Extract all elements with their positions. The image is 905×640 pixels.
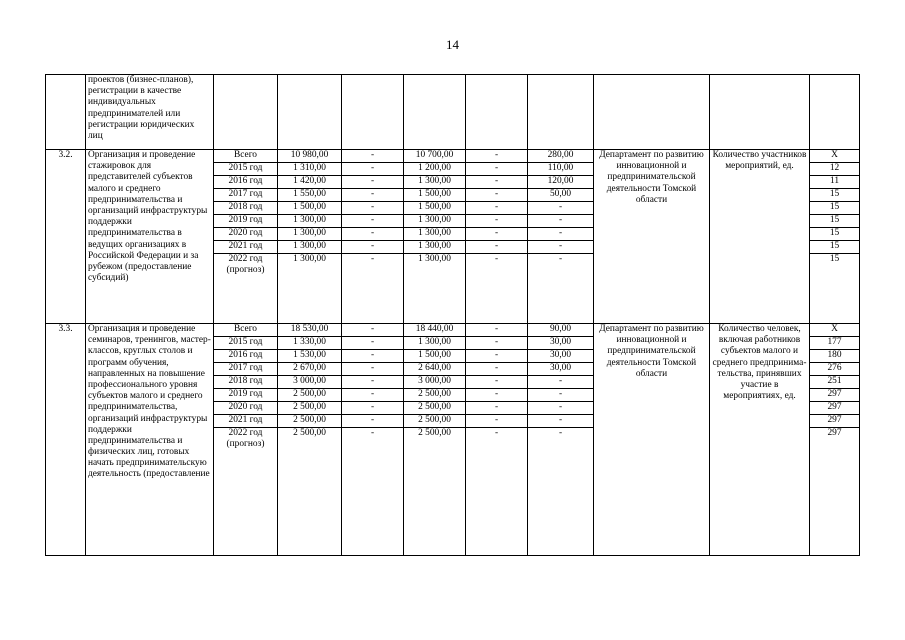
regional-cell: 1 300,00 [404, 254, 466, 324]
extrabudget-cell: 30,00 [528, 350, 594, 363]
year-cell: 2020 год [214, 402, 278, 415]
municipal-cell: - [466, 350, 528, 363]
regional-cell: 1 300,00 [404, 337, 466, 350]
executor: Департамент по развитию инновационной и предпринимательской деятельности Томской области [594, 324, 710, 556]
municipal-cell: - [466, 376, 528, 389]
cell-num [46, 75, 86, 150]
year-cell: 2021 год [214, 415, 278, 428]
total-cell: 1 310,00 [278, 163, 342, 176]
year-cell: 2017 год [214, 189, 278, 202]
indicator-value: X [810, 150, 860, 163]
year-cell: 2019 год [214, 215, 278, 228]
municipal-cell: - [466, 389, 528, 402]
regional-cell: 1 500,00 [404, 202, 466, 215]
extrabudget-cell: - [528, 241, 594, 254]
year-cell: 2022 год (прогноз) [214, 428, 278, 556]
indicator-value: 15 [810, 241, 860, 254]
extrabudget-cell: - [528, 428, 594, 556]
extrabudget-cell: 30,00 [528, 363, 594, 376]
federal-cell: - [342, 254, 404, 324]
executor: Департамент по развитию инновационной и предпринимательской деятельности Томской области [594, 150, 710, 324]
municipal-cell: - [466, 428, 528, 556]
year-cell: 2018 год [214, 202, 278, 215]
municipal-cell: - [466, 254, 528, 324]
year-cell: Всего [214, 324, 278, 337]
federal-cell: - [342, 241, 404, 254]
table-row-continuation [46, 75, 860, 150]
total-cell: 1 500,00 [278, 202, 342, 215]
federal-cell: - [342, 189, 404, 202]
extrabudget-cell: 50,00 [528, 189, 594, 202]
indicator-value: 15 [810, 215, 860, 228]
extrabudget-cell: 30,00 [528, 337, 594, 350]
federal-cell: - [342, 163, 404, 176]
extrabudget-cell: - [528, 228, 594, 241]
indicator-value: 15 [810, 189, 860, 202]
federal-cell: - [342, 176, 404, 189]
year-cell: 2015 год [214, 337, 278, 350]
municipal-cell: - [466, 215, 528, 228]
indicator-value: 177 [810, 337, 860, 350]
federal-cell: - [342, 376, 404, 389]
extrabudget-cell: - [528, 215, 594, 228]
extrabudget-cell: - [528, 376, 594, 389]
municipal-cell: - [466, 337, 528, 350]
regional-cell: 18 440,00 [404, 324, 466, 337]
total-cell: 1 300,00 [278, 215, 342, 228]
extrabudget-cell: - [528, 415, 594, 428]
table-row [46, 150, 860, 163]
total-cell: 18 530,00 [278, 324, 342, 337]
extrabudget-cell: 120,00 [528, 176, 594, 189]
total-cell: 3 000,00 [278, 376, 342, 389]
federal-cell: - [342, 389, 404, 402]
year-cell: 2019 год [214, 389, 278, 402]
municipal-cell: - [466, 402, 528, 415]
federal-cell: - [342, 402, 404, 415]
indicator-value: 12 [810, 163, 860, 176]
indicator-name: Количество участников мероприятий, ед. [710, 150, 810, 324]
year-cell: 2022 год (прогноз) [214, 254, 278, 324]
municipal-cell: - [466, 363, 528, 376]
year-cell: 2018 год [214, 376, 278, 389]
regional-cell: 1 200,00 [404, 163, 466, 176]
extrabudget-cell: 280,00 [528, 150, 594, 163]
federal-cell: - [342, 337, 404, 350]
year-cell: 2016 год [214, 350, 278, 363]
municipal-cell: - [466, 241, 528, 254]
total-cell: 2 500,00 [278, 428, 342, 556]
indicator-value: 15 [810, 254, 860, 324]
municipal-cell: - [466, 176, 528, 189]
indicator-value: 297 [810, 428, 860, 556]
federal-cell: - [342, 363, 404, 376]
year-cell: 2016 год [214, 176, 278, 189]
row-number: 3.3. [46, 324, 86, 556]
regional-cell: 1 300,00 [404, 241, 466, 254]
federal-cell: - [342, 350, 404, 363]
indicator-value: 180 [810, 350, 860, 363]
regional-cell: 10 700,00 [404, 150, 466, 163]
regional-cell: 2 640,00 [404, 363, 466, 376]
total-cell: 1 300,00 [278, 228, 342, 241]
year-cell: 2015 год [214, 163, 278, 176]
regional-cell: 1 500,00 [404, 189, 466, 202]
total-cell: 2 670,00 [278, 363, 342, 376]
regional-cell: 3 000,00 [404, 376, 466, 389]
regional-cell: 1 300,00 [404, 228, 466, 241]
extrabudget-cell: - [528, 202, 594, 215]
table-row [46, 324, 860, 337]
indicator-value: 297 [810, 389, 860, 402]
activity-name: Организация и проведение стажировок для представителей субъектов малого и среднего предпринимательства и организаций инфраструктуры поддержки предпринимательства в ведущих организациях в Российской Федерации и за рубежом (предоставление субсидий) [86, 150, 214, 324]
municipal-cell: - [466, 324, 528, 337]
year-cell: 2017 год [214, 363, 278, 376]
regional-cell: 2 500,00 [404, 402, 466, 415]
regional-cell: 2 500,00 [404, 389, 466, 402]
row-number: 3.2. [46, 150, 86, 324]
indicator-value: 15 [810, 228, 860, 241]
regional-cell: 2 500,00 [404, 415, 466, 428]
federal-cell: - [342, 415, 404, 428]
total-cell: 2 500,00 [278, 402, 342, 415]
municipal-cell: - [466, 150, 528, 163]
continuation-name: проектов (бизнес-планов), регистрации в качестве индивидуальных предпринимателей или регистрации юридических лиц [86, 75, 214, 150]
year-cell: 2020 год [214, 228, 278, 241]
federal-cell: - [342, 150, 404, 163]
municipal-cell: - [466, 415, 528, 428]
extrabudget-cell: - [528, 389, 594, 402]
indicator-value: X [810, 324, 860, 337]
page-number: 14 [446, 37, 459, 52]
indicator-value: 297 [810, 402, 860, 415]
total-cell: 10 980,00 [278, 150, 342, 163]
indicator-name: Количество человек, включая работников субъектов малого и среднего предпринима-тельства, принявших участие в мероприятиях, ед. [710, 324, 810, 556]
total-cell: 1 530,00 [278, 350, 342, 363]
federal-cell: - [342, 428, 404, 556]
total-cell: 1 300,00 [278, 254, 342, 324]
year-cell: 2021 год [214, 241, 278, 254]
municipal-cell: - [466, 202, 528, 215]
program-table [45, 74, 860, 556]
regional-cell: 1 500,00 [404, 350, 466, 363]
federal-cell: - [342, 324, 404, 337]
indicator-value: 15 [810, 202, 860, 215]
federal-cell: - [342, 202, 404, 215]
total-cell: 2 500,00 [278, 415, 342, 428]
total-cell: 2 500,00 [278, 389, 342, 402]
federal-cell: - [342, 215, 404, 228]
extrabudget-cell: - [528, 254, 594, 324]
municipal-cell: - [466, 228, 528, 241]
regional-cell: 1 300,00 [404, 176, 466, 189]
regional-cell: 1 300,00 [404, 215, 466, 228]
total-cell: 1 420,00 [278, 176, 342, 189]
indicator-value: 276 [810, 363, 860, 376]
total-cell: 1 330,00 [278, 337, 342, 350]
total-cell: 1 550,00 [278, 189, 342, 202]
indicator-value: 11 [810, 176, 860, 189]
regional-cell: 2 500,00 [404, 428, 466, 556]
activity-name: Организация и проведение семинаров, тренингов, мастер-классов, круглых столов и программ обучения, направленных на повышение профессионального уровня субъектов малого и среднего предпринимательства, организаций инфраструктуры поддержки предпринимательства и физических лиц, готовых начать предпринимательскую деятельность (предоставление [86, 324, 214, 556]
federal-cell: - [342, 228, 404, 241]
municipal-cell: - [466, 163, 528, 176]
indicator-value: 251 [810, 376, 860, 389]
year-cell: Всего [214, 150, 278, 163]
total-cell: 1 300,00 [278, 241, 342, 254]
extrabudget-cell: 90,00 [528, 324, 594, 337]
extrabudget-cell: - [528, 402, 594, 415]
extrabudget-cell: 110,00 [528, 163, 594, 176]
municipal-cell: - [466, 189, 528, 202]
indicator-value: 297 [810, 415, 860, 428]
